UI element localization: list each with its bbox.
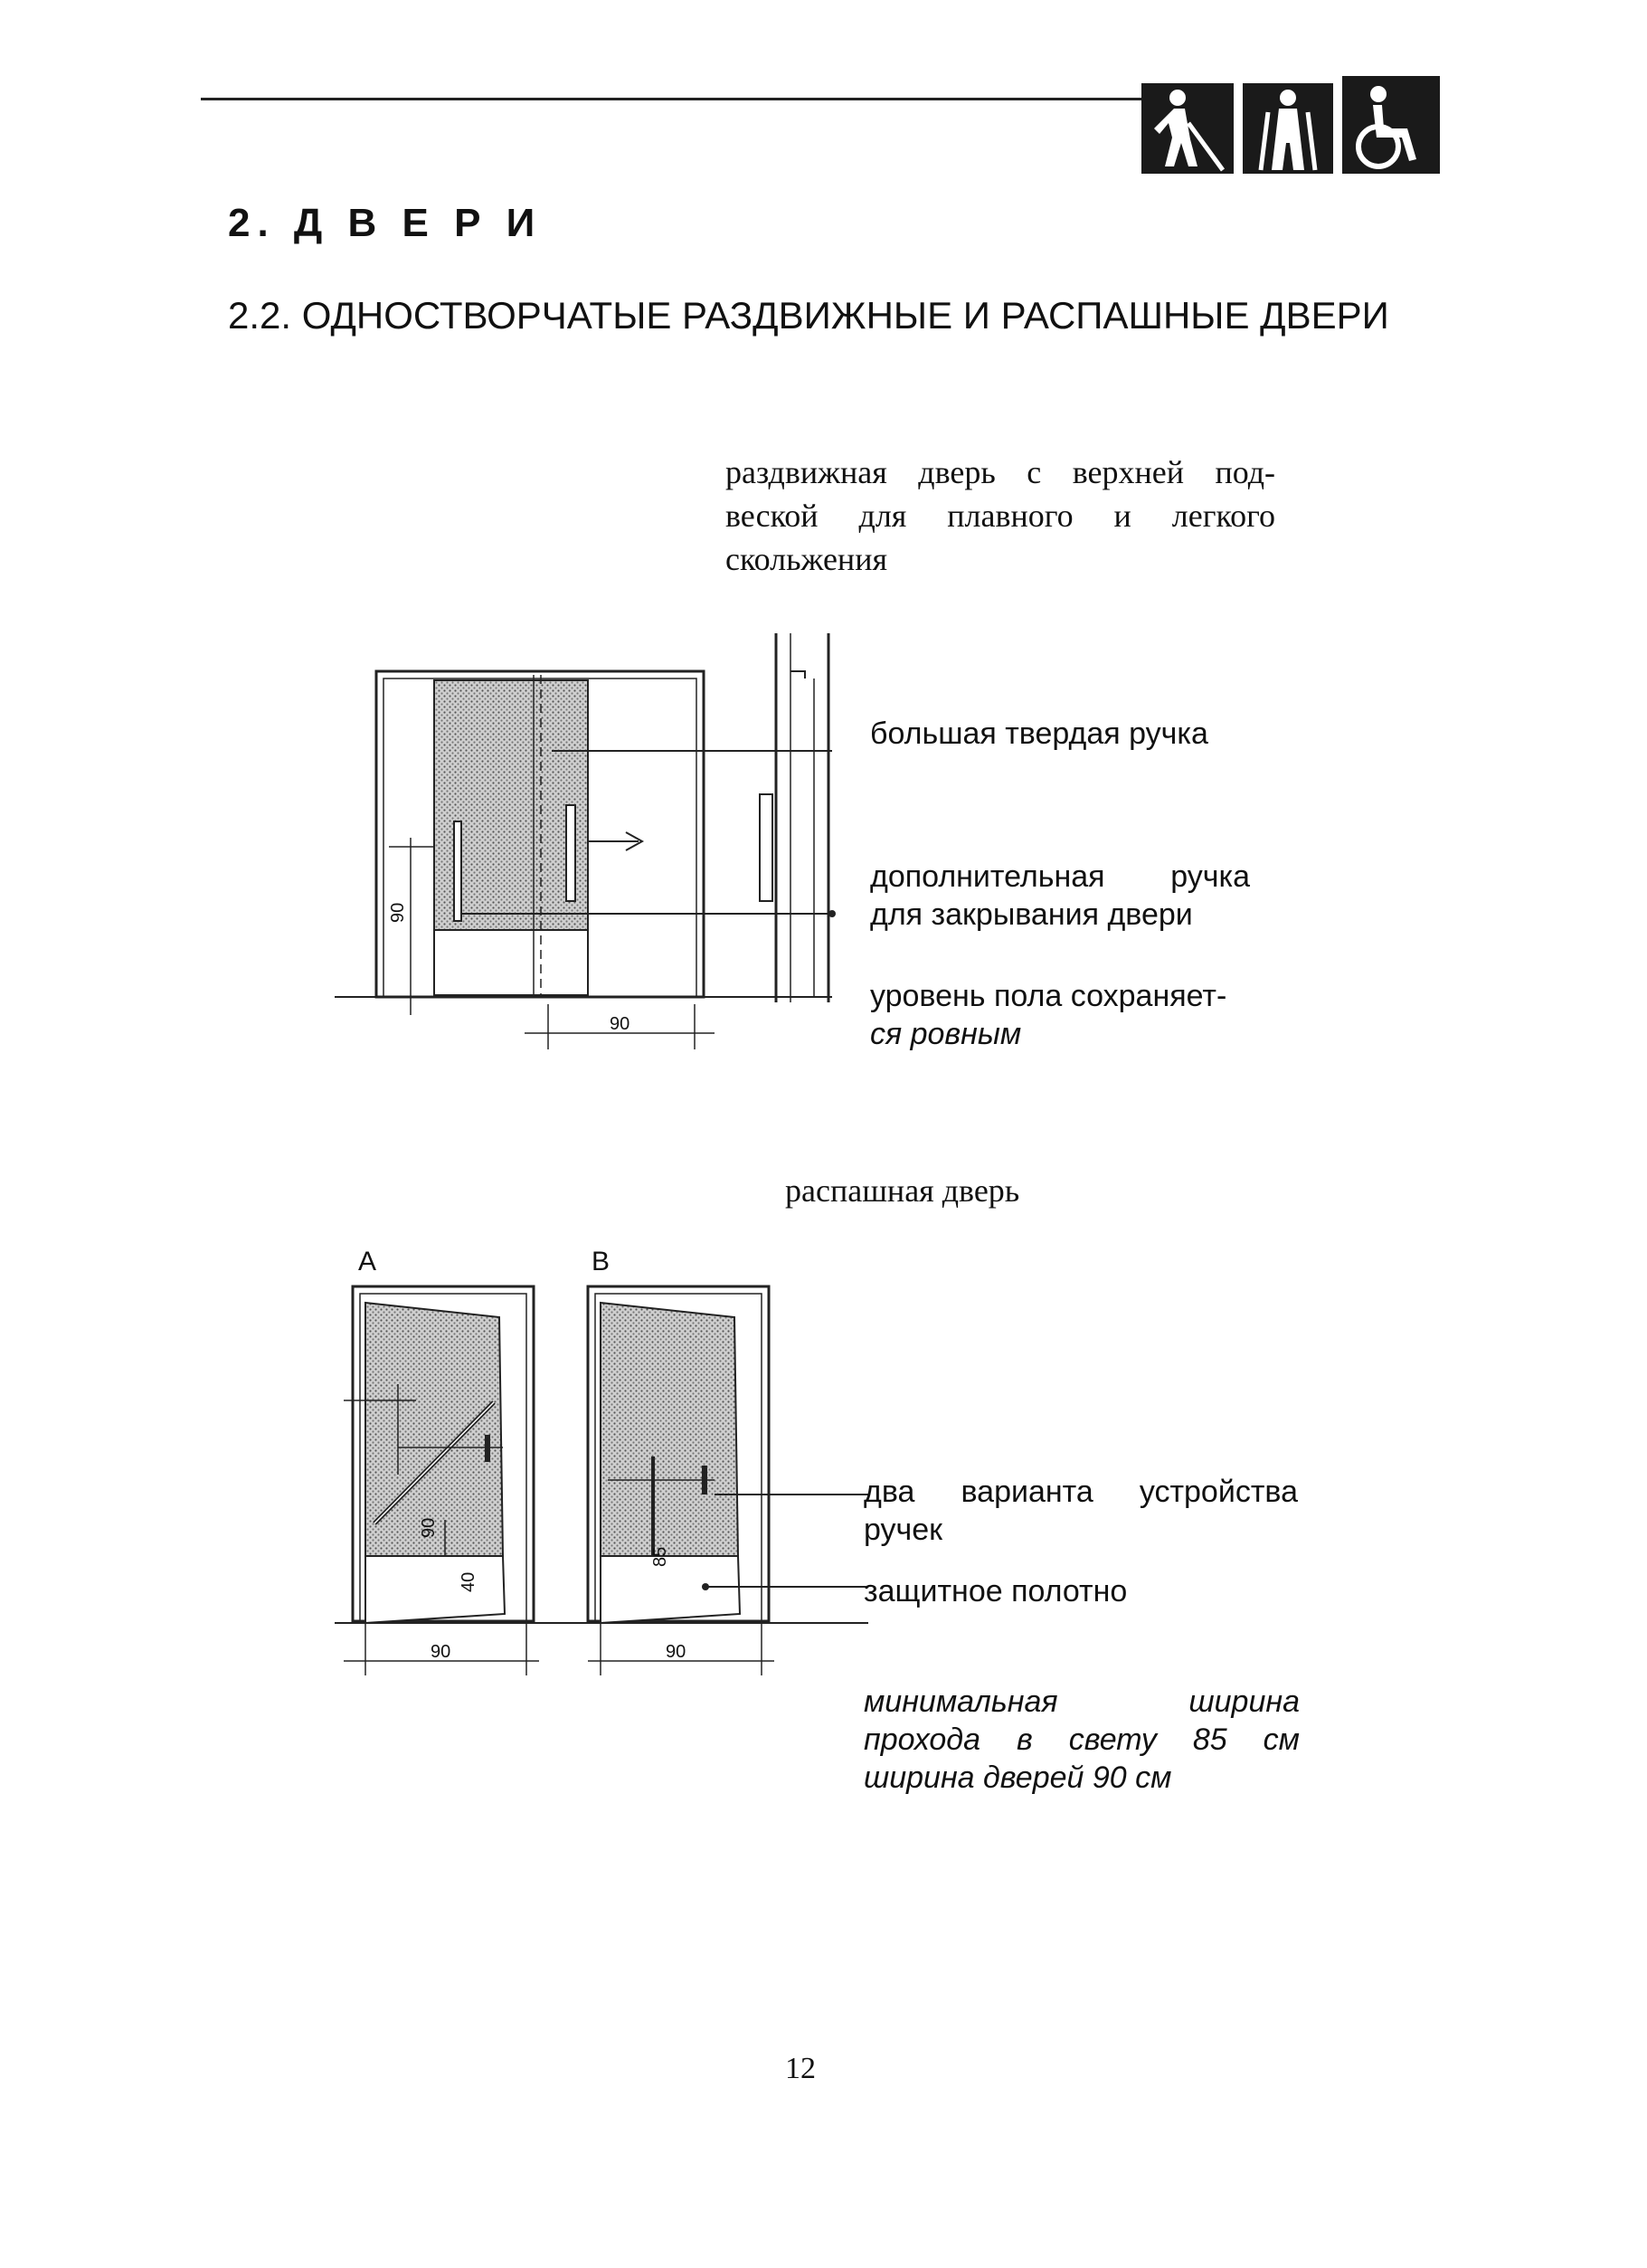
two-line: ручек xyxy=(864,1513,943,1547)
floor-line: уровень пола сохраняет- xyxy=(870,979,1227,1013)
wheelchair-icon xyxy=(1342,76,1440,174)
sliding-door-drawing xyxy=(335,624,877,1077)
dim-a-width: 90 xyxy=(431,1642,451,1662)
caption-line: скольжения xyxy=(725,541,888,577)
dim-a-low: 40 xyxy=(459,1571,478,1592)
door-b-leaf xyxy=(601,1303,738,1556)
dim-width: 90 xyxy=(610,1014,630,1034)
person-with-crutches-icon xyxy=(1243,83,1333,174)
caption-line: раздвижная дверь с верхней под- xyxy=(725,454,1275,490)
dim-b-height: 85 xyxy=(650,1546,670,1567)
dim-height: 90 xyxy=(388,902,408,923)
variant-b-label: B xyxy=(592,1248,611,1276)
label-extra-handle-line1: дополнительная ручка xyxy=(870,859,1250,894)
min-line: ширина дверей 90 см xyxy=(864,1760,1172,1795)
dim-b-width: 90 xyxy=(666,1642,686,1662)
min-line: прохода в свету 85 см xyxy=(864,1722,1300,1757)
variant-a-label: A xyxy=(358,1248,377,1276)
two-line: два варианта устройства xyxy=(864,1475,1298,1509)
swing-door-drawing xyxy=(326,1248,868,1701)
section-title: 2. Д В Е Р И xyxy=(228,201,543,245)
dim-a-height: 90 xyxy=(419,1517,439,1538)
label-protective-panel: защитное полотно xyxy=(864,1574,1128,1608)
swing-door-caption: распашная дверь xyxy=(785,1172,1020,1209)
person-with-cane-icon xyxy=(1141,83,1234,174)
door-leaf-kick xyxy=(434,930,588,995)
label-large-handle: большая твердая ручка xyxy=(870,716,1208,751)
min-line: минимальная ширина xyxy=(864,1684,1300,1719)
large-handle xyxy=(566,805,575,901)
label-min-width xyxy=(864,1683,1300,1797)
label-floor-level xyxy=(870,977,1268,1053)
side-handle xyxy=(760,794,772,901)
extra-handle xyxy=(454,821,461,921)
header-rule xyxy=(201,98,1150,100)
floor-line: ся ровным xyxy=(870,1017,1022,1051)
accessibility-icons xyxy=(1141,76,1440,174)
subsection-title: 2.2. ОДНОСТВОРЧАТЫЕ РАЗДВИЖНЫЕ И РАСПАШНЫЕ ДВЕРИ xyxy=(228,294,1389,337)
label-two-variants xyxy=(864,1473,1298,1549)
label-extra-handle-line2: для закрывания двери xyxy=(870,897,1193,932)
sliding-door-caption xyxy=(725,451,1275,581)
caption-line: веской для плавного и легкого xyxy=(725,498,1275,534)
page-number: 12 xyxy=(785,2052,816,2085)
